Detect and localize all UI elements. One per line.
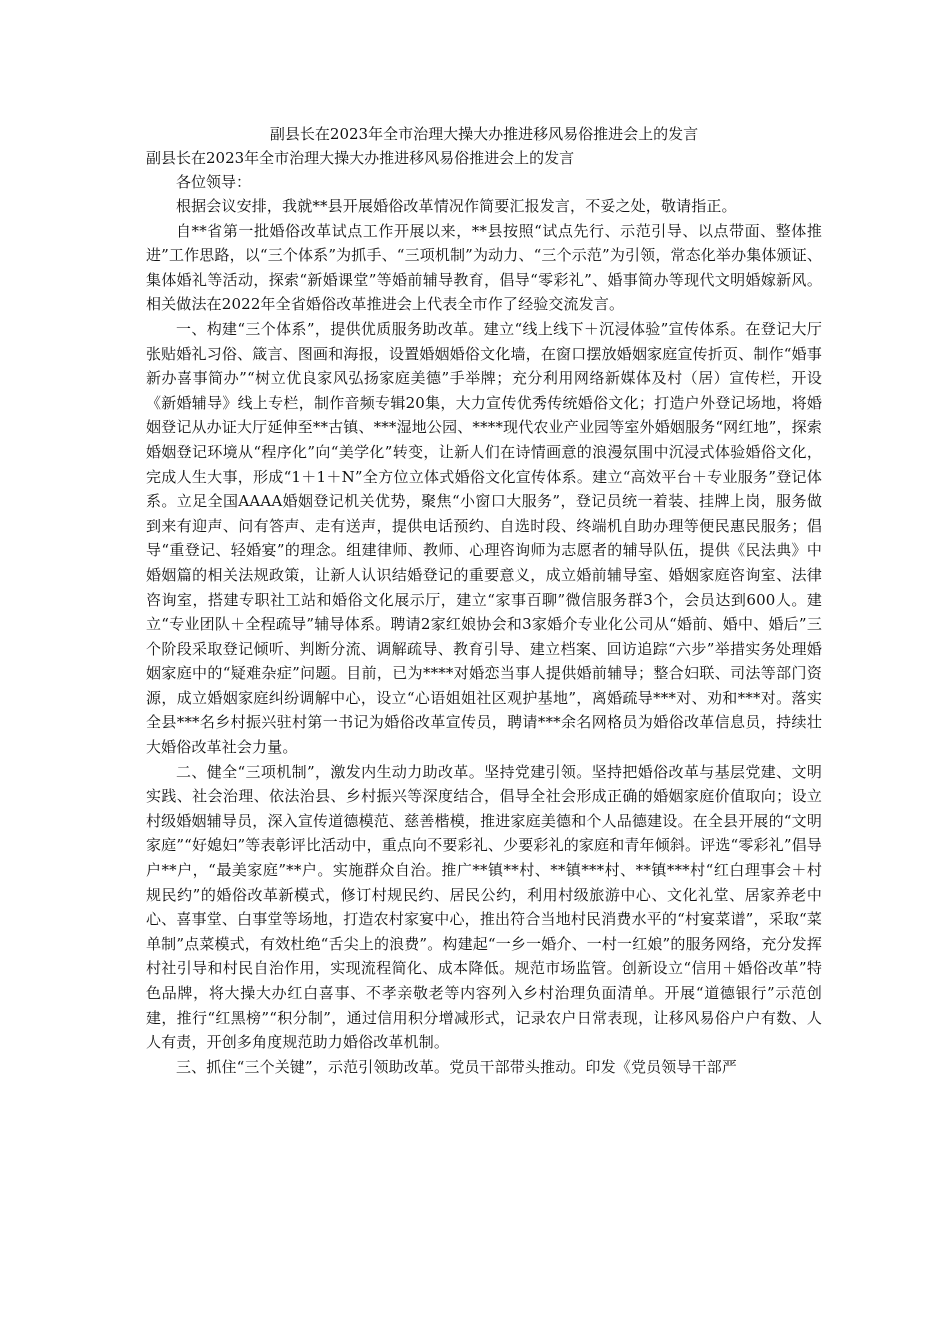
paragraph-section-two: 二、健全“三项机制”，激发内生动力助改革。坚持党建引领。坚持把婚俗改革与基层党建、文明实践、社会治理、依法治县、乡村振兴等深度结合，倡导全社会形成正确的婚姻家庭价值取向；设立村级婚姻辅导员，深入宣传道德模范、慈善楷模，推进家庭美德和个人品德建设。在全县开展的“文明家庭”“好媳妇”等表彰评比活动中，重点向不要彩礼、少要彩礼的家庭和青年倾斜。评选“零彩礼”倡导户**户，“最美家庭”**户。实施群众自治。推广**镇**村、**镇***村、**镇***村“红白理事会＋村规民约”的婚俗改革新模式，修订村规民约、居民公约，利用村级旅游中心、文化礼堂、居家养老中心、喜事堂、白事堂等场地，打造农村家宴中心，推出符合当地村民消费水平的“村宴菜谱”，采取“菜单制”点菜模式，有效杜绝“舌尖上的浪费”。构建起“一乡一婚介、一村一红娘”的服务网络，充分发挥村社引导和村民自治作用，实现流程简化、成本降低。规范市场监管。创新设立“信用＋婚俗改革”特色品牌，将大操大办红白喜事、不孝亲敬老等内容列入乡村治理负面清单。开展“道德银行”示范创建，推行“红黑榜”“积分制”，通过信用积分增减形式，记录农户日常表现，让移风易俗户户有数、人人有责，开创多角度规范助力婚俗改革机制。: [146, 762, 822, 1052]
document-page: [146, 122, 822, 1079]
salutation: 各位领导：: [176, 173, 252, 191]
paragraph-opening: 根据会议安排，我就**县开展婚俗改革情况作简要汇报发言，不妥之处，敬请指正。: [176, 197, 737, 215]
paragraph-overview: 自**省第一批婚俗改革试点工作开展以来，**县按照“试点先行、示范引导、以点带面、整体推进”工作思路，以“三个体系”为抓手、“三项机制”为动力、“三个示范”为引领，常态化举办集体颁证、集体婚礼等活动，探索“新婚课堂”等婚前辅导教育，倡导“零彩礼”、婚事简办等现代文明婚嫁新风。相关做法在2022年全省婚俗改革推进会上代表全市作了经验交流发言。: [146, 221, 822, 314]
paragraph-section-one: 一、构建“三个体系”，提供优质服务助改革。建立“线上线下＋沉浸体验”宣传体系。在登记大厅张贴婚礼习俗、箴言、图画和海报，设置婚姻婚俗文化墙，在窗口摆放婚姻家庭宣传折页、制作“婚事新办喜事简办”“树立优良家风弘扬家庭美德”手举牌；充分利用网络新媒体及村（居）宣传栏，开设《新婚辅导》线上专栏，制作音频专辑20集，大力宣传优秀传统婚俗文化；打造户外登记场地，将婚姻登记从办证大厅延伸至**古镇、***湿地公园、****现代农业产业园等室外婚姻服务“网红地”，探索婚姻登记环境从“程序化”向“美学化”转变，让新人们在诗情画意的浪漫氛围中沉浸式体验婚俗文化，完成人生大事，形成“1＋1＋N”全方位立体式婚俗文化宣传体系。建立“高效平台＋专业服务”登记体系。立足全国AAAA婚姻登记机关优势，聚焦“小窗口大服务”，登记员统一着装、挂牌上岗，服务做到来有迎声、问有答声、走有送声，提供电话预约、自选时段、终端机自助办理等便民惠民服务；倡导“重登记、轻婚宴”的理念。组建律师、教师、心理咨询师为志愿者的辅导队伍，提供《民法典》中婚姻篇的相关法规政策，让新人认识结婚登记的重要意义，成立婚前辅导室、婚姻家庭咨询室、法律咨询室，搭建专职社工站和婚俗文化展示厅，建立“家事百聊”微信服务群3个，会员达到600人。建立“专业团队＋全程疏导”辅导体系。聘请2家红娘协会和3家婚介专业化公司从“婚前、婚中、婚后”三个阶段采取登记倾听、判断分流、调解疏导、教育引导、建立档案、回访追踪“六步”举措实务处理婚姻家庭中的“疑难杂症”问题。目前，已为****对婚恋当事人提供婚前辅导；整合妇联、司法等部门资源，成立婚姻家庭纠纷调解中心，设立“心语姐姐社区观护基地”，离婚疏导***对、劝和***对。落实全县***名乡村振兴驻村第一书记为婚俗改革宣传员，聘请***余名网格员为婚俗改革信息员，持续壮大婚俗改革社会力量。: [146, 319, 822, 757]
document-title: 副县长在2023年全市治理大操大办推进移风易俗推进会上的发言: [269, 125, 699, 143]
paragraph-section-three: 三、抓住“三个关键”，示范引领助改革。党员干部带头推动。印发《党员领导干部严: [176, 1057, 738, 1076]
document-subtitle: 副县长在2023年全市治理大操大办推进移风易俗推进会上的发言: [146, 149, 575, 167]
